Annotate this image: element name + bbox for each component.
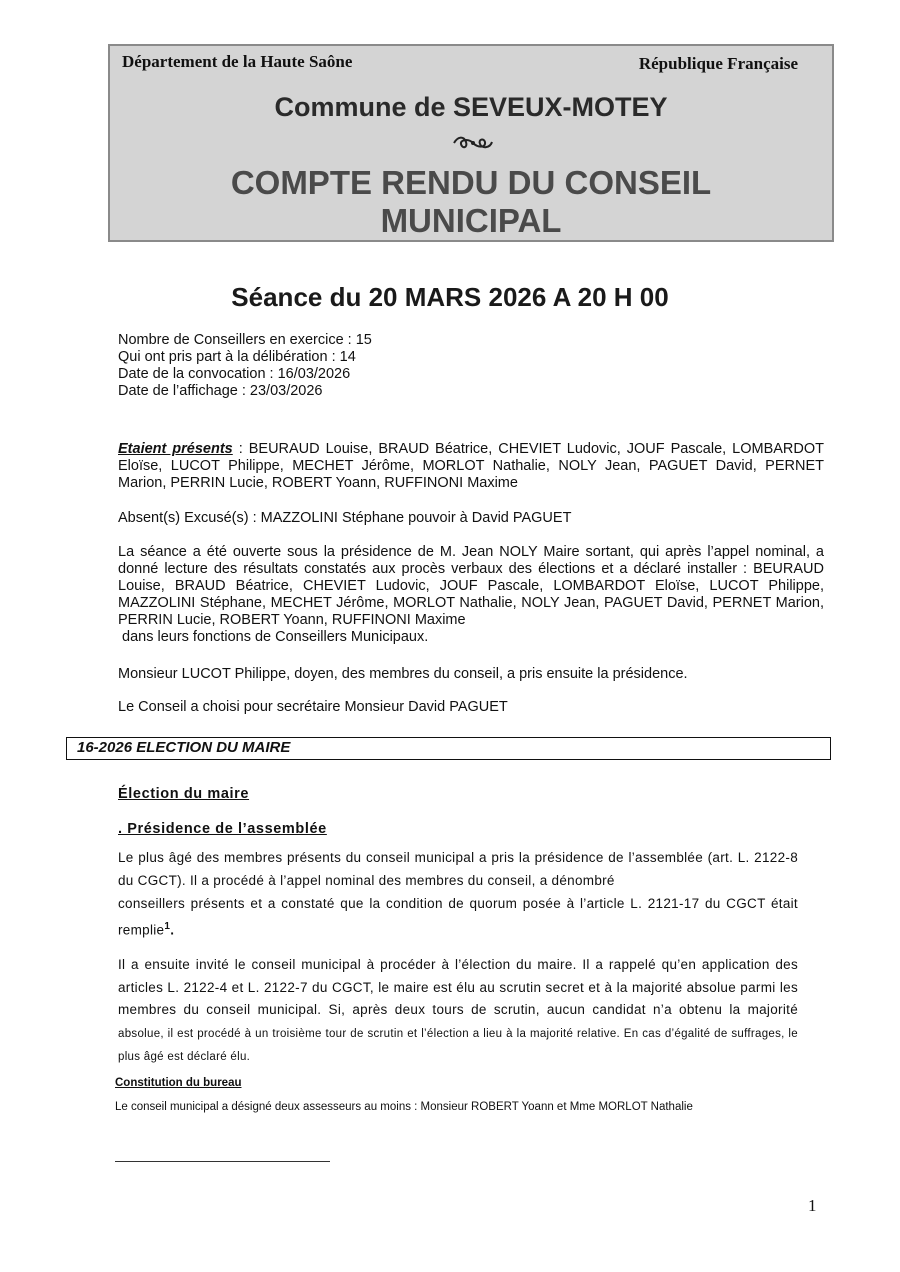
bureau-heading: Constitution du bureau	[115, 1077, 242, 1089]
opening-end: dans leurs fonctions de Conseillers Municipaux.	[122, 629, 429, 645]
stat-line: Date de l’affichage : 23/03/2026	[118, 383, 323, 399]
stat-line: Qui ont pris part à la délibération : 14	[118, 349, 356, 365]
election-heading: Élection du maire	[118, 786, 250, 802]
presidence-text: Le plus âgé des membres présents du conseil municipal a pris la présidence de l’assemblée (art. L. 2122-8 du CGCT). Il a procédé à l’appel nominal des membres du conseil, a dénombré	[118, 850, 798, 888]
commune-title: Commune de SEVEUX-MOTEY	[274, 92, 668, 122]
republic-label: République Française	[638, 54, 798, 73]
report-title-line1: COMPTE RENDU DU CONSEIL	[230, 164, 712, 201]
section-title: 16-2026 ELECTION DU MAIRE	[77, 739, 291, 756]
stat-line: Nombre de Conseillers en exercice : 15	[118, 332, 372, 348]
presidence-paragraph	[118, 846, 798, 942]
department-label: Département de la Haute Saône	[122, 52, 353, 71]
footnote-separator	[115, 1161, 330, 1162]
presidence-heading: . Présidence de l’assemblée	[118, 821, 327, 837]
header-box	[108, 44, 834, 242]
stat-line: Date de la convocation : 16/03/2026	[118, 366, 351, 382]
opening-paragraph	[118, 544, 824, 646]
presents-label: Etaient présents	[118, 441, 233, 457]
page-number: 1	[808, 1196, 817, 1215]
report-title-line2: MUNICIPAL	[380, 202, 562, 239]
invitation-small-text: absolue, il est procédé à un troisième tour de scrutin et l’élection a lieu à la majorité relative. En cas d’égalité de suffrages, le plus âgé est déclaré élu.	[118, 1027, 798, 1063]
opening-text: La séance a été ouverte sous la présidence de M. Jean NOLY Maire sortant, qui après l’appel nominal, a donné lecture des résultats constatés aux procès verbaux des élections et a déclaré installer : BEURAUD Louise, BRAUD Béatrice, CHEVIET Ludovic, JOUF Pascale, LOMBARDOT Eloïse, LUCOT Philippe, MAZZOLINI Stéphane, MECHET Jérôme, MORLOT Nathalie, NOLY Jean, PAGUET David, PERNET Marion, PERRIN Lucie, ROBERT Yoann, RUFFINONI Maxime	[118, 544, 824, 628]
stats-block	[118, 332, 372, 400]
absents-paragraph: Absent(s) Excusé(s) : MAZZOLINI Stéphane pouvoir à David PAGUET	[118, 510, 572, 526]
section-header-box	[66, 737, 831, 760]
presidence-text-2: conseillers présents et a constaté que la condition de quorum posée à l’article L. 2121-17 du CGCT était remplie$^1$.	[118, 896, 798, 938]
seance-title: Séance du 20 MARS 2026 A 20 H 00	[231, 282, 669, 312]
presents-list: : BEURAUD Louise, BRAUD Béatrice, CHEVIET Ludovic, JOUF Pascale, LOMBARDOT Eloïse, LUCOT Philippe, MECHET Jérôme, MORLOT Nathalie, NOLY Jean, PAGUET David, PERNET Marion, PERRIN Lucie, ROBERT Yoann, RUFFINONI Maxime	[118, 441, 824, 491]
doyen-paragraph: Monsieur LUCOT Philippe, doyen, des membres du conseil, a pris ensuite la présidence.	[118, 666, 688, 682]
footnote-marker: 1	[164, 921, 171, 932]
bureau-text: Le conseil municipal a désigné deux assesseurs au moins : Monsieur ROBERT Yoann et Mme MORLOT Nathalie	[115, 1101, 693, 1113]
invitation-paragraph	[118, 954, 798, 1069]
presents-paragraph	[118, 441, 824, 492]
report-title	[110, 164, 832, 240]
flourish-icon	[452, 134, 494, 152]
secretaire-paragraph: Le Conseil a choisi pour secrétaire Monsieur David PAGUET	[118, 699, 508, 715]
invitation-text: Il a ensuite invité le conseil municipal à procéder à l’élection du maire. Il a rappelé qu’en application des articles L. 2122-4 et L. 2122-7 du CGCT, le maire est élu au scrutin secret et à la majorité absolue parmi les membres du conseil municipal. Si, après deux tours de scrutin, aucun candidat n’a obtenu la majorité	[118, 957, 798, 1017]
